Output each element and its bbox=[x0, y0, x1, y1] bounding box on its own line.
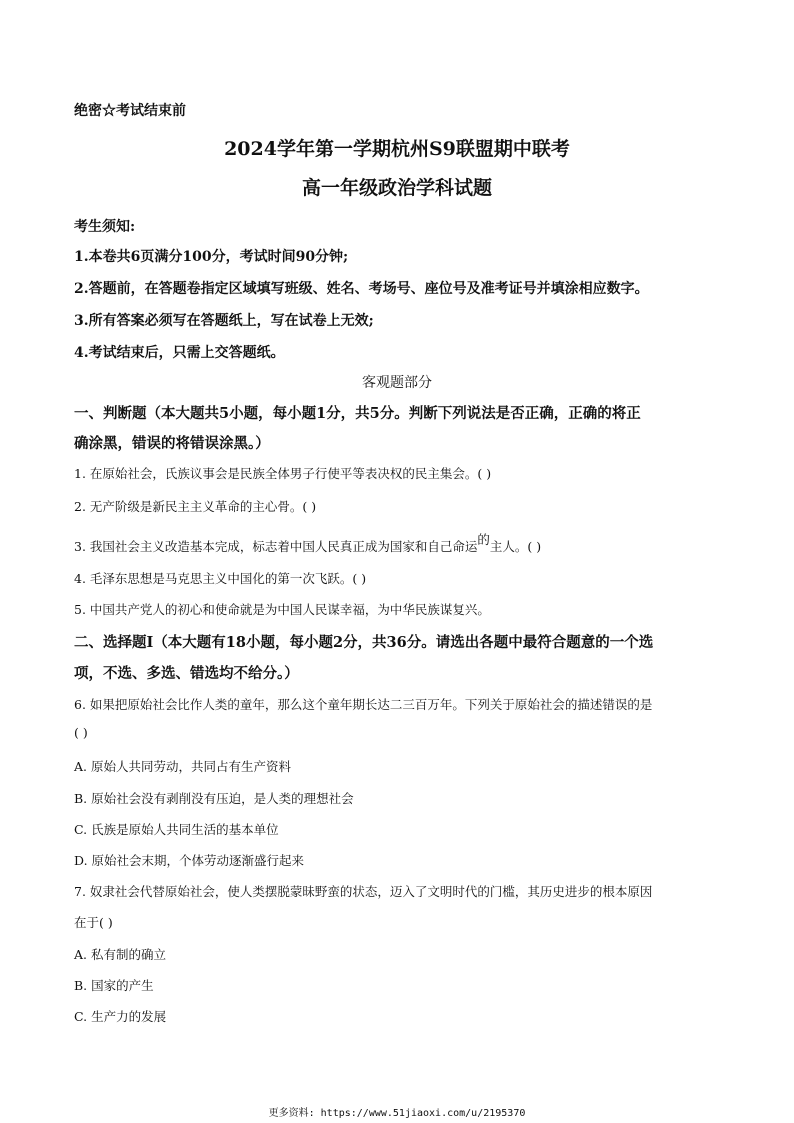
question-2: 2. 无产阶级是新民主主义革命的主心骨。( ) bbox=[74, 499, 317, 514]
question-3-superscript: 的 bbox=[477, 532, 490, 547]
part1-heading-line2: 确涂黑，错误的将错误涂黑。） bbox=[74, 435, 270, 452]
question-7-option-b: B. 国家的产生 bbox=[74, 978, 154, 993]
footer-link[interactable]: 更多资料: https://www.51jiaoxi.com/u/2195370 bbox=[268, 1108, 526, 1119]
question-4: 4. 毛泽东思想是马克思主义中国化的第一次飞跃。( ) bbox=[74, 571, 367, 586]
notice-item-1: 1.本卷共6页满分100分，考试时间90分钟; bbox=[74, 249, 349, 265]
question-3 bbox=[74, 532, 542, 555]
question-7-blank: 在于( ) bbox=[74, 915, 113, 930]
part2-heading-line2: 项，不选、多选、错选均不给分。） bbox=[74, 665, 299, 682]
confidential-label: 绝密☆考试结束前 bbox=[74, 103, 186, 119]
exam-subtitle: 高一年级政治学科试题 bbox=[301, 177, 492, 199]
question-6-option-a: A. 原始人共同劳动，共同占有生产资料 bbox=[74, 759, 291, 774]
question-7-option-a: A. 私有制的确立 bbox=[74, 947, 166, 962]
question-6-stem: 6. 如果把原始社会比作人类的童年，那么这个童年期长达二三百万年。下列关于原始社会的描述错误的是 bbox=[74, 697, 653, 712]
question-6-blank: ( ) bbox=[74, 725, 88, 740]
section-title: 客观题部分 bbox=[362, 375, 432, 391]
part1-heading-line1: 一、判断题（本大题共5小题，每小题1分，共5分。判断下列说法是否正确，正确的将正 bbox=[74, 405, 641, 422]
question-1: 1. 在原始社会，氏族议事会是民族全体男子行使平等表决权的民主集会。( ) bbox=[74, 466, 492, 481]
question-5: 5. 中国共产党人的初心和使命就是为中国人民谋幸福，为中华民族谋复兴。 bbox=[74, 602, 490, 617]
question-7-option-c: C. 生产力的发展 bbox=[74, 1009, 167, 1024]
notice-item-3: 3.所有答案必须写在答题纸上，写在试卷上无效; bbox=[74, 313, 374, 329]
question-6-option-d: D. 原始社会末期，个体劳动逐渐盛行起来 bbox=[74, 853, 305, 868]
exam-title: 2024学年第一学期杭州S9联盟期中联考 bbox=[224, 138, 570, 160]
question-6-option-c: C. 氏族是原始人共同生活的基本单位 bbox=[74, 822, 279, 837]
notice-item-2: 2.答题前，在答题卷指定区域填写班级、姓名、考场号、座位号及准考证号并填涂相应数字。 bbox=[74, 281, 649, 297]
part2-heading-line1: 二、选择题I（本大题有18小题，每小题2分，共36分。请选出各题中最符合题意的一个选 bbox=[74, 634, 654, 651]
question-3-text-end: 主人。( ) bbox=[489, 539, 542, 554]
notice-item-4: 4.考试结束后，只需上交答题纸。 bbox=[74, 345, 285, 361]
question-7-stem: 7. 奴隶社会代替原始社会，使人类摆脱蒙昧野蛮的状态，迈入了文明时代的门槛，其历史进步的根本原因 bbox=[74, 884, 653, 899]
question-6-option-b: B. 原始社会没有剥削没有压迫，是人类的理想社会 bbox=[74, 791, 354, 806]
notice-title: 考生须知: bbox=[74, 219, 136, 235]
question-3-text-start: 3. 我国社会主义改造基本完成，标志着中国人民真正成为国家和自己命运 bbox=[74, 539, 478, 554]
